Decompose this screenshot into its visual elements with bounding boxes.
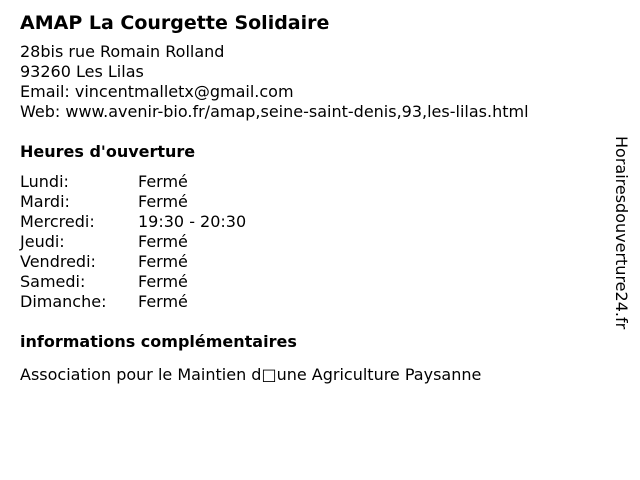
hours-row-sunday: [20, 292, 600, 312]
hours-table: [20, 172, 600, 312]
day-label: Mercredi:: [20, 212, 95, 231]
business-card: [20, 11, 600, 385]
time-value: Fermé: [138, 232, 188, 251]
time-value: Fermé: [138, 272, 188, 291]
hours-row-tuesday: [20, 192, 600, 212]
hours-row-wednesday: [20, 212, 600, 232]
info-heading: informations complémentaires: [20, 332, 297, 351]
site-watermark: Horairesdouverture24.fr: [612, 136, 631, 330]
info-text: Association pour le Maintien d□une Agriculture Paysanne: [20, 365, 482, 384]
email-line: Email: vincentmalletx@gmail.com: [20, 82, 294, 101]
day-label: Mardi:: [20, 192, 70, 211]
time-value: Fermé: [138, 252, 188, 271]
day-label: Jeudi:: [20, 232, 65, 251]
hours-row-thursday: [20, 232, 600, 252]
day-label: Samedi:: [20, 272, 86, 291]
day-label: Dimanche:: [20, 292, 107, 311]
web-line: Web: www.avenir-bio.fr/amap,seine-saint-denis,93,les-lilas.html: [20, 102, 529, 121]
hours-row-saturday: [20, 272, 600, 292]
address-street: 28bis rue Romain Rolland: [20, 42, 225, 61]
hours-row-monday: [20, 172, 600, 192]
time-value: 19:30 - 20:30: [138, 212, 247, 231]
time-value: Fermé: [138, 172, 188, 191]
business-name: AMAP La Courgette Solidaire: [20, 12, 330, 34]
day-label: Vendredi:: [20, 252, 96, 271]
time-value: Fermé: [138, 192, 188, 211]
address-city: 93260 Les Lilas: [20, 62, 144, 81]
day-label: Lundi:: [20, 172, 69, 191]
hours-heading: Heures d'ouverture: [20, 142, 196, 161]
time-value: Fermé: [138, 292, 188, 311]
hours-row-friday: [20, 252, 600, 272]
